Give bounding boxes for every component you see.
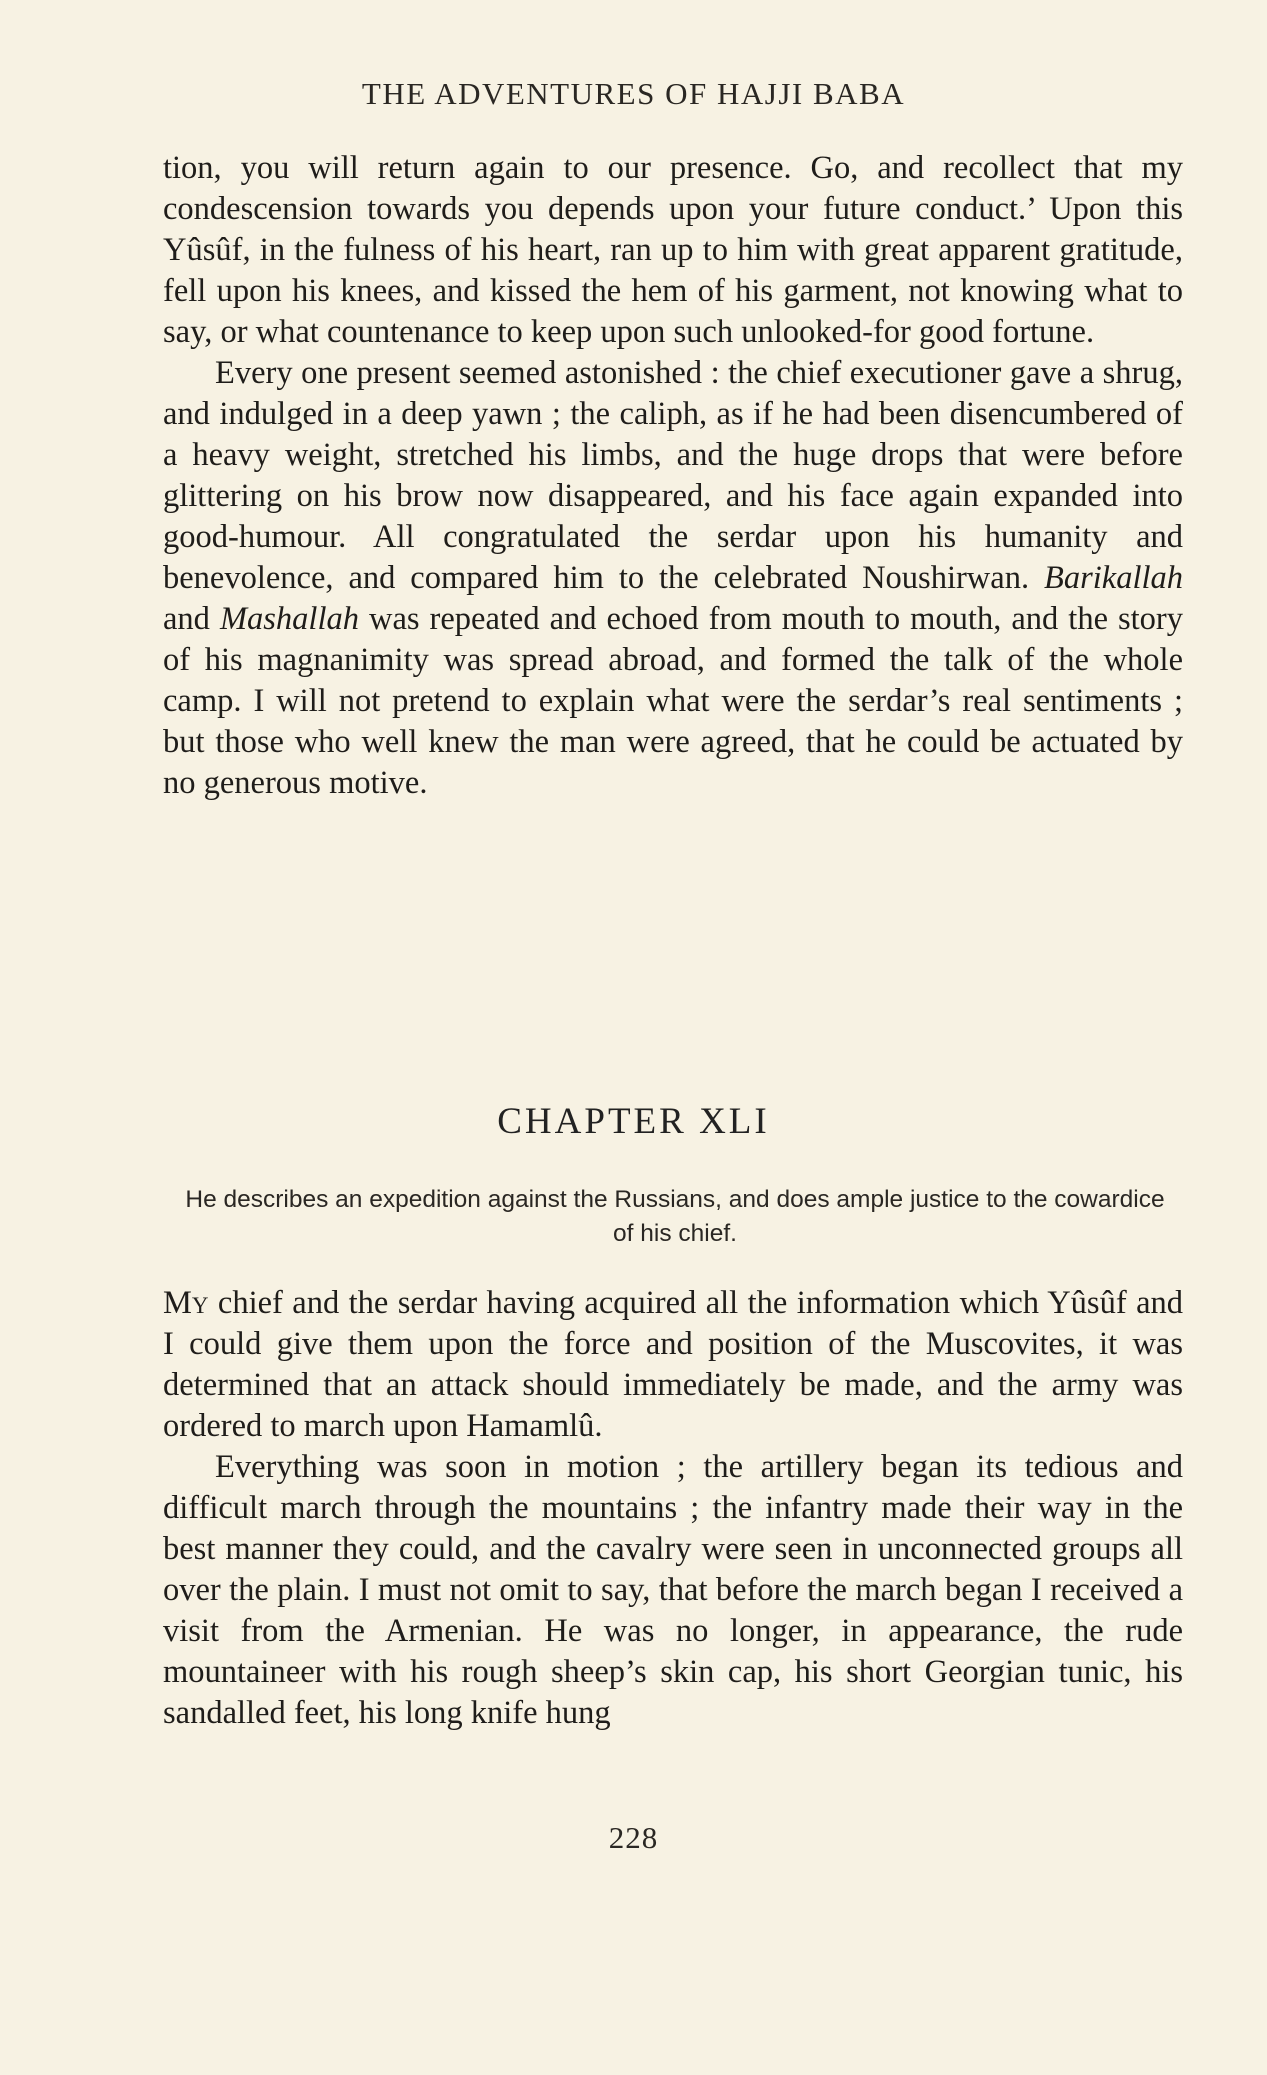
page-number: 228 bbox=[608, 1820, 659, 1855]
paragraph-text: tion, you will return again to our presence. Go, and recollect that my condescension towards you depends upon your future conduct.’ Upon this Yûsûf, in the fulness of his heart, ran up to him with great apparent gratitude, fell upon his knees, and kissed the hem of his garment, not knowing what to say, or what countenance to keep upon such unlooked-for good fortune. bbox=[163, 150, 1183, 350]
paragraph-text: was repeated and echoed from mouth to mouth, and the story of his magnanimity was spread abroad, and formed the talk of the whole camp. I will not pretend to explain what were the serdar’s real sentiments ; but those who well knew the man were agreed, that he could be actuated by no generous motive. bbox=[163, 601, 1184, 801]
paragraph-text: Every one present seemed astonished : the chief executioner gave a shrug, and indulged in a deep yawn ; the caliph, as if he had been disencumbered of a heavy weight, stretched his limbs, and the huge drops that were before glittering on his brow now disappeared, and his face again expanded into good-humour. All congratulated the serdar upon his humanity and benevolence, and compared him to the celebrated Noushirwan. bbox=[163, 355, 1183, 596]
italic-word-barikallah: Barikallah bbox=[1043, 560, 1183, 596]
paragraph-continuation bbox=[163, 148, 1183, 353]
text-block-bottom bbox=[163, 1283, 1183, 1734]
paragraph bbox=[163, 1447, 1183, 1734]
text-block-top bbox=[163, 148, 1183, 804]
chapter-summary: He describes an expedition against the Russians, and does ample justice to the cowardice of his chief. bbox=[185, 1186, 1165, 1247]
chapter-title: CHAPTER XLI bbox=[497, 1101, 770, 1142]
italic-word-mashallah: Mashallah bbox=[219, 601, 359, 637]
paragraph bbox=[163, 353, 1183, 804]
paragraph-text: chief and the serdar having acquired all the information which Yûsûf and I could give them upon the force and position of the Muscovites, it was determined that an attack should immediately be made, and the army was ordered to march upon Hamamlû. bbox=[163, 1285, 1183, 1444]
paragraph-text: Everything was soon in motion ; the artillery began its tedious and difficult march through the mountains ; the infantry made their way in the best manner they could, and the cavalry were seen in unconnected groups all over the plain. I must not omit to say, that before the march began I received a visit from the Armenian. He was no longer, in appearance, the rude mountaineer with his rough sheep’s skin cap, his short Georgian tunic, his sandalled feet, his long knife hung bbox=[163, 1449, 1183, 1731]
opening-word: My bbox=[163, 1285, 209, 1321]
running-head: THE ADVENTURES OF HAJJI BABA bbox=[361, 76, 906, 111]
paragraph-text: and bbox=[163, 601, 220, 637]
paragraph-opening bbox=[163, 1283, 1183, 1447]
